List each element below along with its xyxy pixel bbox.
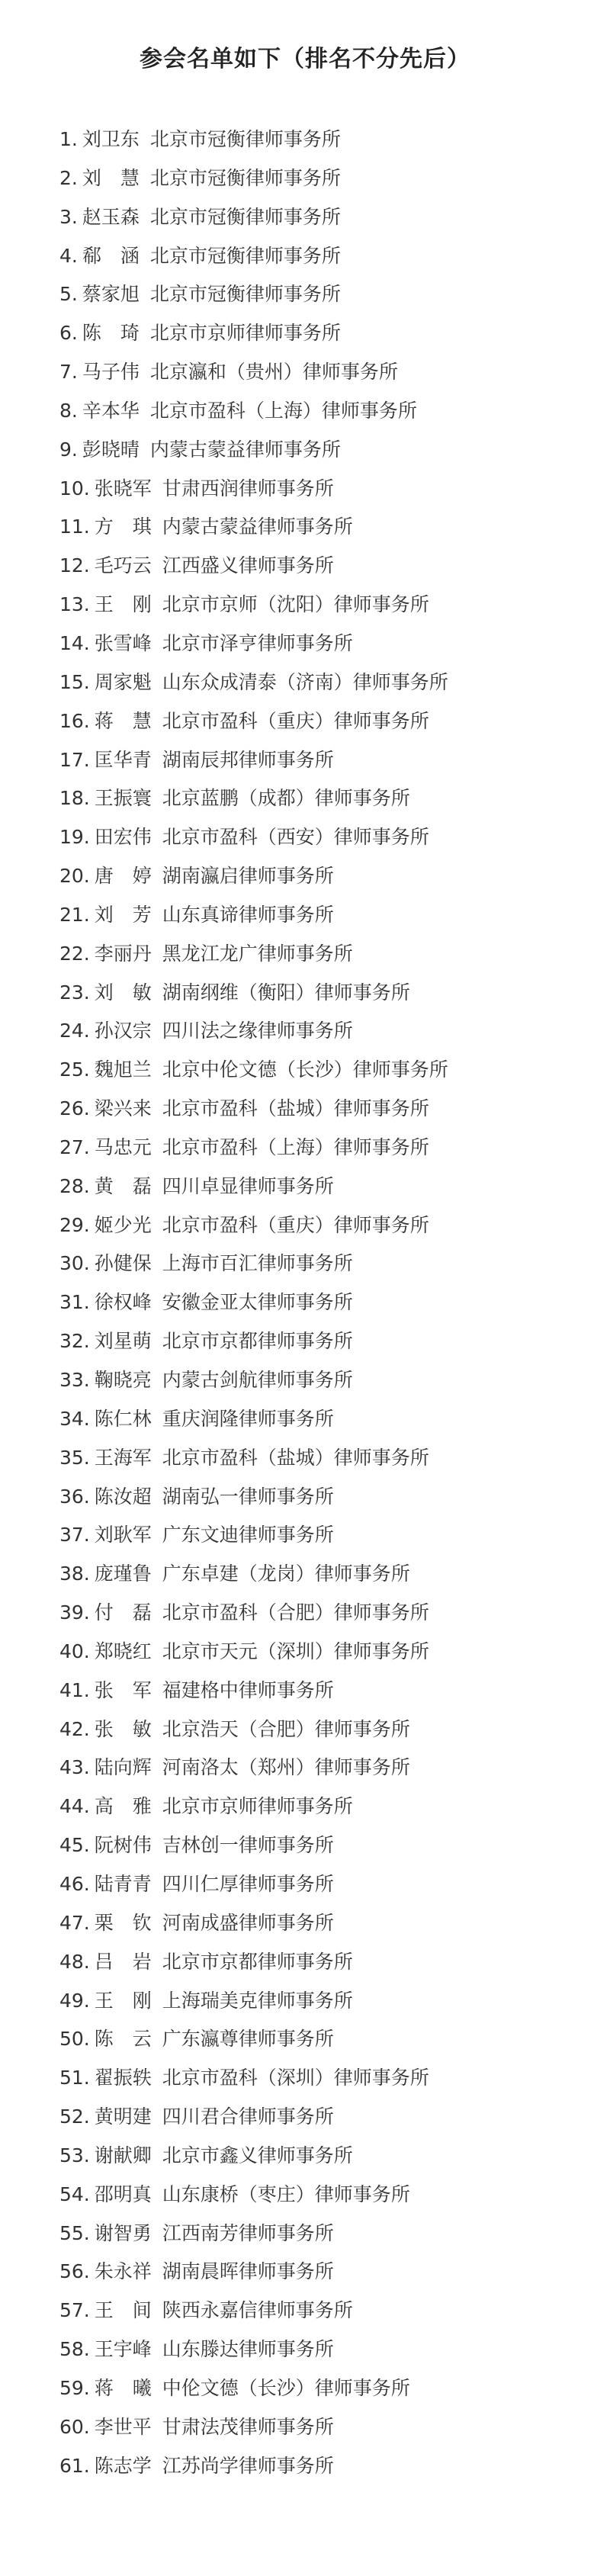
item-number: 9. [59,438,78,461]
item-number: 58. [59,2338,90,2361]
list-item [59,2369,448,2408]
attendee-name: 张晓军 [94,477,152,499]
law-firm-name: 甘肃法茂律师事务所 [162,2415,334,2438]
item-number: 16. [59,709,90,732]
attendee-name: 张 军 [94,1678,152,1701]
item-number: 6. [59,322,78,345]
attendee-name: 吕 岩 [94,1950,152,1973]
law-firm-name: 北京市盈科（合肥）律师事务所 [162,1601,429,1624]
attendee-name: 刘 慧 [82,166,140,189]
item-number: 29. [59,1213,90,1236]
attendee-name: 陆青青 [94,1872,152,1895]
attendee-name: 王海军 [94,1446,152,1469]
item-number: 37. [59,1524,90,1547]
list-item [59,2137,448,2176]
list-item [59,2098,448,2137]
item-number: 7. [59,361,78,384]
list-item [59,431,448,470]
attendee-name: 匡华青 [94,748,152,771]
item-number: 14. [59,631,90,654]
attendee-name: 刘 芳 [94,903,152,926]
item-number: 50. [59,2028,90,2051]
list-item [59,1672,448,1710]
list-item [59,1322,448,1361]
law-firm-name: 内蒙古蒙益律师事务所 [162,516,353,538]
attendee-name: 辛本华 [82,399,140,422]
attendee-name: 陈仁林 [94,1407,152,1430]
list-item [59,470,448,509]
law-firm-name: 北京市冠衡律师事务所 [149,166,341,189]
law-firm-name: 内蒙古剑航律师事务所 [162,1369,353,1391]
attendee-name: 朱永祥 [94,2260,152,2283]
list-item [59,1478,448,1517]
attendee-name: 赵玉森 [82,205,140,228]
list-item [59,1749,448,1787]
attendee-name: 王宇峰 [94,2338,152,2361]
law-firm-name: 江苏尚学律师事务所 [162,2454,334,2477]
item-number: 56. [59,2260,90,2283]
law-firm-name: 四川仁厚律师事务所 [162,1872,334,1895]
attendee-name: 马忠元 [94,1135,152,1158]
law-firm-name: 四川卓显律师事务所 [162,1174,334,1197]
law-firm-name: 北京市冠衡律师事务所 [149,244,341,267]
list-item [59,625,448,663]
list-item [59,2059,448,2098]
list-item [59,2330,448,2369]
law-firm-name: 北京市盈科（西安）律师事务所 [162,826,429,849]
law-firm-name: 陕西永嘉信律师事务所 [162,2299,353,2322]
law-firm-name: 北京市盈科（盐城）律师事务所 [162,1097,429,1120]
list-item [59,314,448,353]
item-number: 39. [59,1601,90,1624]
item-number: 20. [59,865,90,888]
list-item [59,1090,448,1129]
list-item [59,1904,448,1943]
law-firm-name: 北京市冠衡律师事务所 [149,205,341,228]
list-item [59,1787,448,1826]
attendee-name: 郗 涵 [82,244,140,267]
item-number: 53. [59,2144,90,2166]
list-item [59,2253,448,2292]
list-item [59,237,448,276]
list-item [59,1051,448,1090]
law-firm-name: 山东众成清泰（济南）律师事务所 [162,670,448,693]
attendee-name: 刘 敏 [94,981,152,1004]
item-number: 18. [59,787,90,810]
item-number: 3. [59,205,78,228]
item-number: 54. [59,2183,90,2205]
list-item [59,508,448,547]
list-item [59,1361,448,1400]
item-number: 31. [59,1291,90,1314]
attendee-name: 王 间 [94,2299,152,2322]
item-number: 60. [59,2415,90,2438]
list-item [59,1594,448,1633]
item-number: 40. [59,1640,90,1662]
attendee-name: 彭晓晴 [82,438,140,461]
attendee-name: 栗 钦 [94,1911,152,1934]
list-item [59,935,448,974]
item-number: 30. [59,1252,90,1275]
list-item [59,275,448,314]
item-number: 13. [59,593,90,616]
law-firm-name: 北京市泽亨律师事务所 [162,631,353,654]
item-number: 44. [59,1795,90,1818]
law-firm-name: 北京市盈科（上海）律师事务所 [149,399,417,422]
list-item [59,353,448,392]
attendee-name: 马子伟 [82,361,140,384]
law-firm-name: 重庆润隆律师事务所 [162,1407,334,1430]
attendee-name: 魏旭兰 [94,1058,152,1081]
list-item [59,779,448,818]
law-firm-name: 湖南晨晖律师事务所 [162,2260,334,2283]
list-item [59,392,448,431]
law-firm-name: 上海瑞美克律师事务所 [162,1989,353,2012]
list-item [59,1400,448,1439]
list-item [59,2447,448,2486]
item-number: 59. [59,2376,90,2399]
list-item [59,1516,448,1555]
list-item [59,1826,448,1865]
law-firm-name: 北京市盈科（上海）律师事务所 [162,1135,429,1158]
attendee-name: 黄 磊 [94,1174,152,1197]
law-firm-name: 北京市盈科（盐城）律师事务所 [162,1446,429,1469]
law-firm-name: 北京中伦文德（长沙）律师事务所 [162,1058,448,1081]
item-number: 4. [59,244,78,267]
law-firm-name: 北京市天元（深圳）律师事务所 [162,1640,429,1662]
attendee-name: 梁兴来 [94,1097,152,1120]
list-item [59,2292,448,2330]
list-item [59,1283,448,1322]
attendee-name: 谢献卿 [94,2144,152,2166]
attendee-name: 毛巧云 [94,554,152,577]
law-firm-name: 河南洛太（郑州）律师事务所 [162,1756,410,1779]
item-number: 36. [59,1485,90,1508]
item-number: 33. [59,1369,90,1391]
law-firm-name: 江西南芳律师事务所 [162,2221,334,2244]
item-number: 49. [59,1989,90,2012]
list-item [59,857,448,896]
law-firm-name: 北京蓝鹏（成都）律师事务所 [162,787,410,810]
attendee-name: 张 敏 [94,1717,152,1740]
item-number: 10. [59,477,90,499]
law-firm-name: 四川君合律师事务所 [162,2105,334,2128]
item-number: 27. [59,1135,90,1158]
item-number: 51. [59,2067,90,2089]
law-firm-name: 北京市盈科（重庆）律师事务所 [162,709,429,732]
list-item [59,159,448,198]
law-firm-name: 北京市盈科（深圳）律师事务所 [162,2067,429,2089]
law-firm-name: 中伦文德（长沙）律师事务所 [162,2376,410,2399]
list-item [59,1129,448,1168]
law-firm-name: 北京市鑫义律师事务所 [162,2144,353,2166]
attendee-name: 蔡家旭 [82,283,140,306]
attendee-name: 陈汝超 [94,1485,152,1508]
law-firm-name: 广东卓建（龙岗）律师事务所 [162,1563,410,1585]
list-item [59,1710,448,1749]
attendee-name: 邵明真 [94,2183,152,2205]
law-firm-name: 广东瀛尊律师事务所 [162,2028,334,2051]
list-item [59,663,448,702]
attendee-name: 徐权峰 [94,1291,152,1314]
attendee-name: 黄明建 [94,2105,152,2128]
list-item [59,2020,448,2059]
list-item [59,818,448,857]
law-firm-name: 吉林创一律师事务所 [162,1834,334,1857]
attendee-name: 郑晓红 [94,1640,152,1662]
attendee-name: 孙汉宗 [94,1020,152,1042]
list-item [59,547,448,586]
list-item [59,1168,448,1206]
item-number: 38. [59,1563,90,1585]
list-item [59,2176,448,2215]
item-number: 34. [59,1407,90,1430]
law-firm-name: 山东康桥（枣庄）律师事务所 [162,2183,410,2205]
list-item [59,896,448,935]
item-number: 12. [59,554,90,577]
law-firm-name: 北京市京师（沈阳）律师事务所 [162,593,429,616]
law-firm-name: 安徽金亚太律师事务所 [162,1291,353,1314]
law-firm-name: 山东滕达律师事务所 [162,2338,334,2361]
item-number: 19. [59,826,90,849]
list-item [59,198,448,237]
list-item [59,1982,448,2021]
law-firm-name: 山东真谛律师事务所 [162,903,334,926]
list-item [59,1633,448,1672]
attendee-name: 李丽丹 [94,942,152,965]
item-number: 1. [59,128,78,150]
law-firm-name: 北京市冠衡律师事务所 [149,128,341,150]
list-item [59,1943,448,1982]
attendee-list [59,120,448,2485]
attendee-name: 唐 婷 [94,865,152,888]
law-firm-name: 湖南弘一律师事务所 [162,1485,334,1508]
law-firm-name: 北京市京师律师事务所 [162,1795,353,1818]
law-firm-name: 北京市京师律师事务所 [149,322,341,345]
attendee-name: 庞瑾鲁 [94,1563,152,1585]
law-firm-name: 湖南纲维（衡阳）律师事务所 [162,981,410,1004]
law-firm-name: 北京市京都律师事务所 [162,1330,353,1353]
list-item [59,586,448,625]
attendee-name: 张雪峰 [94,631,152,654]
list-item [59,1865,448,1904]
item-number: 11. [59,516,90,538]
attendee-name: 陈 琦 [82,322,140,345]
law-firm-name: 湖南瀛启律师事务所 [162,865,334,888]
attendee-name: 付 磊 [94,1601,152,1624]
attendee-name: 姬少光 [94,1213,152,1236]
attendee-name: 陈 云 [94,2028,152,2051]
item-number: 32. [59,1330,90,1353]
attendee-name: 王振寰 [94,787,152,810]
attendee-name: 阮树伟 [94,1834,152,1857]
attendee-name: 田宏伟 [94,826,152,849]
list-item [59,1439,448,1478]
attendee-name: 刘耿军 [94,1524,152,1547]
list-item [59,1012,448,1051]
attendee-name: 谢智勇 [94,2221,152,2244]
law-firm-name: 甘肃西润律师事务所 [162,477,334,499]
item-number: 42. [59,1717,90,1740]
page-title: 参会名单如下（排名不分先后） [140,46,470,72]
list-item [59,2408,448,2447]
law-firm-name: 湖南辰邦律师事务所 [162,748,334,771]
law-firm-name: 广东文迪律师事务所 [162,1524,334,1547]
attendee-name: 刘星萌 [94,1330,152,1353]
item-number: 46. [59,1872,90,1895]
item-number: 45. [59,1834,90,1857]
law-firm-name: 北京瀛和（贵州）律师事务所 [149,361,398,384]
item-number: 23. [59,981,90,1004]
item-number: 8. [59,399,78,422]
attendee-name: 蒋 曦 [94,2376,152,2399]
law-firm-name: 北京市盈科（重庆）律师事务所 [162,1213,429,1236]
item-number: 24. [59,1020,90,1042]
attendee-name: 翟振轶 [94,2067,152,2089]
attendee-name: 周家魁 [94,670,152,693]
item-number: 17. [59,748,90,771]
item-number: 47. [59,1911,90,1934]
law-firm-name: 北京浩天（合肥）律师事务所 [162,1717,410,1740]
item-number: 57. [59,2299,90,2322]
item-number: 21. [59,903,90,926]
attendee-name: 方 琪 [94,516,152,538]
law-firm-name: 河南成盛律师事务所 [162,1911,334,1934]
law-firm-name: 黑龙江龙广律师事务所 [162,942,353,965]
item-number: 35. [59,1446,90,1469]
item-number: 28. [59,1174,90,1197]
attendee-name: 鞠晓亮 [94,1369,152,1391]
law-firm-name: 内蒙古蒙益律师事务所 [149,438,341,461]
law-firm-name: 江西盛义律师事务所 [162,554,334,577]
law-firm-name: 北京市冠衡律师事务所 [149,283,341,306]
item-number: 43. [59,1756,90,1779]
law-firm-name: 福建格中律师事务所 [162,1678,334,1701]
item-number: 48. [59,1950,90,1973]
item-number: 22. [59,942,90,965]
item-number: 25. [59,1058,90,1081]
item-number: 26. [59,1097,90,1120]
list-item [59,702,448,741]
list-item [59,2215,448,2253]
list-item [59,1555,448,1594]
item-number: 61. [59,2454,90,2477]
law-firm-name: 四川法之缘律师事务所 [162,1020,353,1042]
attendee-name: 王 刚 [94,593,152,616]
list-item [59,1245,448,1283]
item-number: 15. [59,670,90,693]
attendee-name: 刘卫东 [82,128,140,150]
list-item [59,974,448,1013]
list-item [59,120,448,159]
attendee-name: 陈志学 [94,2454,152,2477]
list-item [59,1206,448,1245]
law-firm-name: 北京市京都律师事务所 [162,1950,353,1973]
item-number: 41. [59,1678,90,1701]
item-number: 55. [59,2221,90,2244]
list-item [59,741,448,780]
attendee-name: 蒋 慧 [94,709,152,732]
item-number: 52. [59,2105,90,2128]
attendee-name: 陆向辉 [94,1756,152,1779]
item-number: 2. [59,166,78,189]
item-number: 5. [59,283,78,306]
law-firm-name: 上海市百汇律师事务所 [162,1252,353,1275]
attendee-name: 李世平 [94,2415,152,2438]
attendee-name: 高 雅 [94,1795,152,1818]
attendee-name: 王 刚 [94,1989,152,2012]
attendee-name: 孙健保 [94,1252,152,1275]
